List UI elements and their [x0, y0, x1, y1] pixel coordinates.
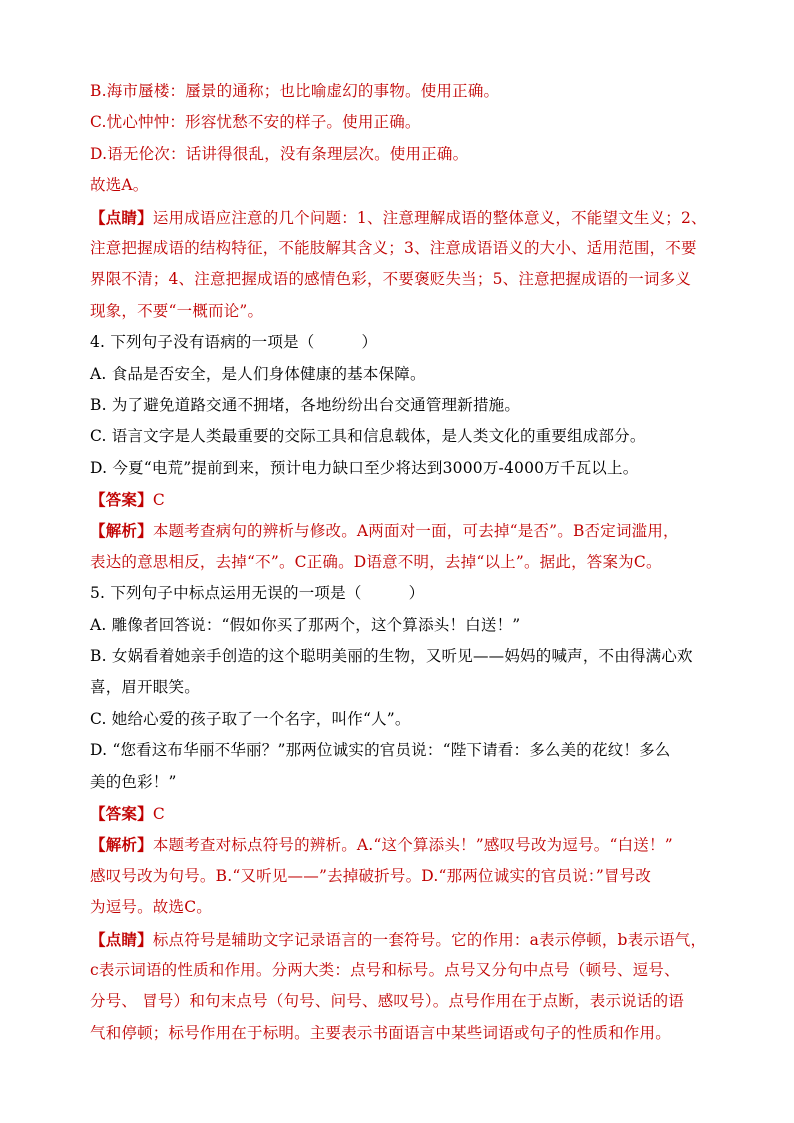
- tip-tag: 【点睛】: [90, 207, 153, 227]
- question-5-option-line: B. 女娲看着她亲手创造的这个聪明美丽的生物，又听见——妈妈的喊声，不由得满心欢: [90, 647, 693, 666]
- answer-tag: 【答案】: [90, 803, 153, 823]
- question-5-option-line: C. 她给心爱的孩子取了一个名字，叫作“人”。: [90, 709, 411, 728]
- question-4-analysis-line: [90, 515, 708, 546]
- question-4-option-b: B. 为了避免道路交通不拥堵，各地纷纷出台交通管理新措施。: [90, 395, 521, 414]
- answer-tag: 【答案】: [90, 490, 153, 510]
- question-5-option-line: 美的色彩！”: [90, 772, 177, 791]
- question-4-option-a: A. 食品是否安全，是人们身体健康的基本保障。: [90, 364, 426, 383]
- question-5-option-line: A. 雕像者回答说：“假如你买了那两个，这个算添头！白送！”: [90, 615, 521, 634]
- question-5-option-line: 喜，眉开眼笑。: [90, 678, 200, 697]
- answer-value: C: [152, 804, 165, 823]
- question-4-option-c: C. 语言文字是人类最重要的交际工具和信息载体，是人类文化的重要组成部分。: [90, 427, 646, 446]
- explanation-option-d: D.语无伦次：话讲得很乱，没有条理层次。使用正确。: [90, 144, 469, 163]
- tip-text: 标点符号是辅助文字记录语言的一套符号。它的作用：a表示停顿，b表示语气，: [152, 930, 707, 949]
- question-4-stem: 4. 下列句子没有语病的一项是（ ）: [90, 333, 378, 352]
- question-5-tip-line: 分号、 冒号）和句末点号（句号、问号、感叹号）。点号作用在于点断，表示说话的语: [90, 992, 684, 1011]
- analysis-text: 本题考查病句的辨析与修改。A两面对一面，可去掉“是否”。B否定词滥用，: [152, 522, 679, 541]
- analysis-tag: 【解析】: [90, 835, 153, 855]
- document-page: [90, 76, 708, 1049]
- question-4-analysis-line: 表达的意思相反，去掉“不”。C正确。D语意不明，去掉“以上”。据此，答案为C。: [90, 552, 662, 571]
- tip-paragraph-line: [90, 202, 708, 233]
- explanation-option-c: C.忧心忡忡：形容忧愁不安的样子。使用正确。: [90, 113, 421, 132]
- question-5-analysis-line: 为逗号。故选C。: [90, 898, 212, 917]
- analysis-text: 本题考查对标点符号的辨析。A.“这个算添头！”感叹号改为逗号。“白送！”: [152, 836, 673, 855]
- question-5-tip-line: c表示词语的性质和作用。分两大类：点号和标号。点号又分句中点号（顿号、逗号、: [90, 960, 680, 979]
- tip-tag: 【点睛】: [90, 929, 153, 949]
- question-5-analysis-line: [90, 829, 708, 860]
- question-5-tip-line: [90, 924, 708, 955]
- question-5-option-line: D. “您看这布华丽不华丽？”那两位诚实的官员说：“陛下请看：多么美的花纹！多么: [90, 741, 671, 760]
- question-5-stem: 5. 下列句子中标点运用无误的一项是（ ）: [90, 584, 425, 603]
- explanation-conclusion: 故选A。: [90, 176, 149, 195]
- question-5-tip-line: 气和停顿；标号作用在于标明。主要表示书面语言中某些词语或句子的性质和作用。: [90, 1023, 671, 1042]
- question-4-answer: [90, 484, 708, 515]
- tip-text: 运用成语应注意的几个问题：1、注意理解成语的整体意义，不能望文生义；2、: [152, 208, 707, 227]
- question-5-answer: [90, 798, 708, 829]
- question-4-option-d: D. 今夏“电荒”提前到来，预计电力缺口至少将达到3000万-4000万千瓦以上。: [90, 458, 639, 477]
- analysis-tag: 【解析】: [90, 521, 153, 541]
- answer-value: C: [152, 491, 165, 510]
- explanation-option-b: B.海市蜃楼：蜃景的通称；也比喻虚幻的事物。使用正确。: [90, 82, 500, 100]
- tip-paragraph-line: 注意把握成语的结构特征，不能肢解其含义；3、注意成语语义的大小、适用范围，不要: [90, 238, 697, 257]
- tip-paragraph-line: 现象，不要“一概而论”。: [90, 301, 264, 320]
- question-5-analysis-line: 感叹号改为句号。B.“又听见——”去掉破折号。D.“那两位诚实的官员说：”冒号改: [90, 866, 652, 885]
- tip-paragraph-line: 界限不清；4、注意把握成语的感情色彩，不要褒贬失当；5、注意把握成语的一词多义: [90, 270, 692, 289]
